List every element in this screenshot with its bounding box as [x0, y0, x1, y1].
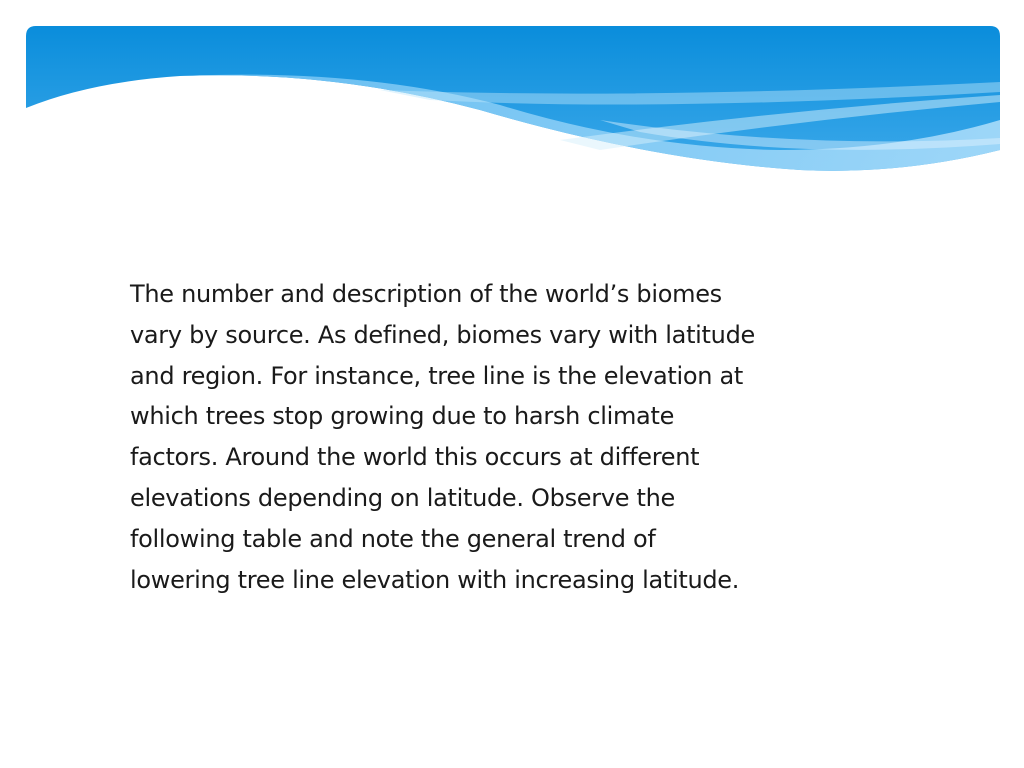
body-paragraph: The number and description of the world’s biomes vary by source. As defined, biomes vary with latitude and region. For instance, tree line is the elevation at which trees stop growing due to harsh climate factors. Around the world this occurs at different elevations depending on latitude. Observe the following table and note the general trend of lowering tree line elevation with increasing latitude.: [130, 280, 755, 594]
header-wave-banner: [0, 0, 1024, 200]
